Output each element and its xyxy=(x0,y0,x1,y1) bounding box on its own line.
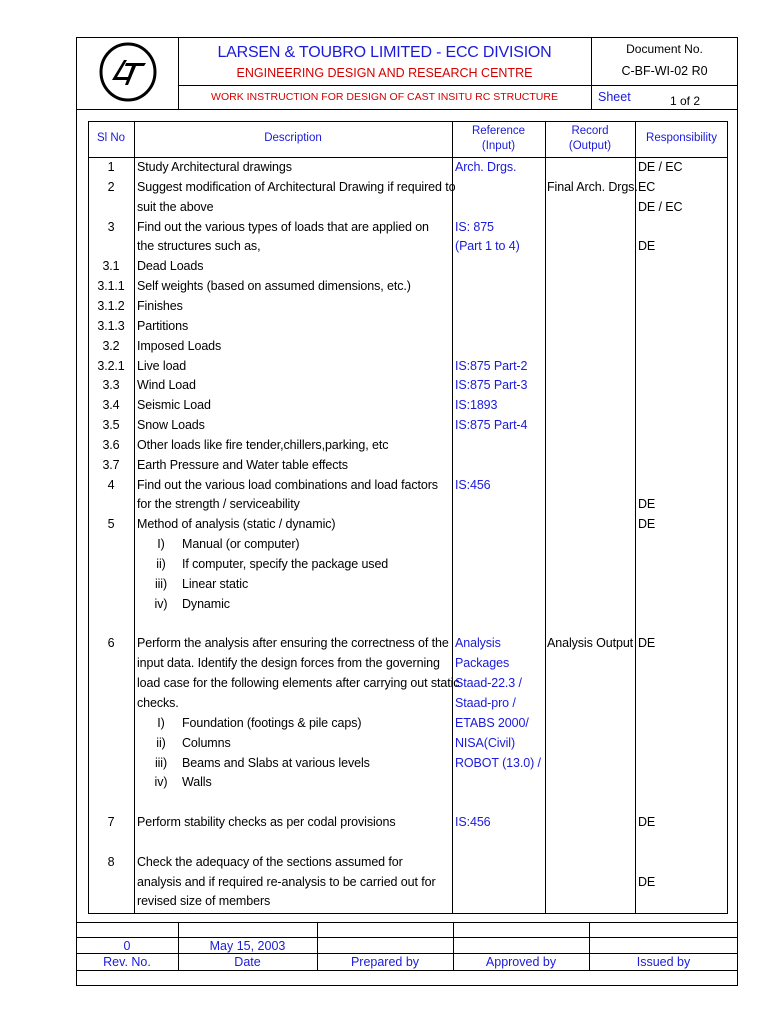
row-responsibility: DE / EC xyxy=(638,199,683,214)
row-description: Walls xyxy=(182,775,212,790)
row-description: Find out the various types of loads that are applied on xyxy=(137,219,429,234)
row-responsibility: DE xyxy=(638,636,656,651)
row-responsibility: DE xyxy=(638,239,656,254)
row-description: Beams and Slabs at various levels xyxy=(182,755,370,770)
sheet-value: 1 of 2 xyxy=(670,94,701,108)
row-description: Columns xyxy=(182,735,231,750)
row-sub-marker: I) xyxy=(157,537,165,552)
row-reference: IS:875 Part-4 xyxy=(455,418,528,433)
footer-prepared-label: Prepared by xyxy=(350,955,420,969)
footer-approved-label: Approved by xyxy=(485,955,557,969)
row-description: input data. Identify the design forces from the governing xyxy=(137,656,440,671)
row-description: Other loads like fire tender,chillers,parking, etc xyxy=(137,437,389,452)
sheet-label: Sheet xyxy=(598,90,631,104)
row-sub-marker: ii) xyxy=(156,557,166,571)
col-divider-rec xyxy=(635,121,636,914)
row-description: Foundation (footings & pile caps) xyxy=(182,715,362,730)
row-description: Partitions xyxy=(137,318,189,333)
row-record: Final Arch. Drgs. xyxy=(547,179,638,194)
row-description: Self weights (based on assumed dimensions, etc.) xyxy=(137,279,411,294)
row-sl-number: 3.7 xyxy=(102,457,120,472)
doc-number: C-BF-WI-02 R0 xyxy=(621,64,708,78)
row-description: Study Architectural drawings xyxy=(137,160,292,174)
row-reference: IS:456 xyxy=(455,477,491,492)
row-responsibility: DE xyxy=(638,517,656,532)
doc-label: Document No. xyxy=(626,42,703,56)
row-description: Check the adequacy of the sections assumed for xyxy=(137,854,403,869)
row-description: checks. xyxy=(137,695,179,710)
row-responsibility: EC xyxy=(638,179,656,194)
row-description: If computer, specify the package used xyxy=(182,557,389,571)
row-description: suit the above xyxy=(137,199,214,214)
row-sl-number: 8 xyxy=(107,854,115,869)
row-reference: Staad-pro / xyxy=(455,695,516,710)
row-responsibility: DE xyxy=(638,815,656,830)
row-sl-number: 3.5 xyxy=(102,418,120,433)
row-responsibility: DE xyxy=(638,874,656,889)
row-description: Wind Load xyxy=(137,378,196,393)
row-description: for the strength / serviceability xyxy=(137,497,300,512)
col-divider-desc xyxy=(452,121,453,914)
row-sub-marker: iii) xyxy=(154,576,168,591)
row-reference: NISA(Civil) xyxy=(455,735,516,750)
row-reference: Staad-22.3 / xyxy=(455,676,522,691)
row-description: Find out the various load combinations and load factors xyxy=(137,477,438,492)
row-description: Dead Loads xyxy=(137,259,204,274)
row-sl-number: 4 xyxy=(107,477,115,492)
col-divider-ref xyxy=(545,121,546,914)
row-sl-number: 5 xyxy=(107,517,115,532)
row-sl-number: 3 xyxy=(107,219,115,234)
row-sub-marker: iii) xyxy=(154,755,168,770)
col-header-rec-line1: Record xyxy=(571,125,609,137)
row-description: load case for the following elements after carrying out static xyxy=(137,676,460,691)
row-sl-number: 6 xyxy=(107,636,115,651)
row-description: Imposed Loads xyxy=(137,338,222,353)
row-description: revised size of members xyxy=(137,894,271,909)
col-header-desc: Description xyxy=(264,132,322,144)
col-header-rec-line2: (Output) xyxy=(568,140,612,152)
row-reference: IS: 875 xyxy=(455,219,494,234)
row-reference: IS:875 Part-2 xyxy=(455,358,528,373)
row-sl-number: 3.1 xyxy=(102,259,120,274)
col-header-sl: Sl No xyxy=(96,132,126,144)
row-sl-number: 2 xyxy=(107,179,115,194)
footer-line-4 xyxy=(76,970,738,971)
row-description: Dynamic xyxy=(182,596,230,611)
col-divider-sl xyxy=(134,121,135,914)
col-header-rec xyxy=(545,124,635,154)
centre-title: ENGINEERING DESIGN AND RESEARCH CENTRE xyxy=(236,66,533,80)
row-description: analysis and if required re-analysis to be carried out for xyxy=(137,874,436,889)
row-description: Snow Loads xyxy=(137,418,205,433)
row-description: the structures such as, xyxy=(137,239,261,254)
header-bottom-line xyxy=(76,109,738,110)
row-sub-marker: ii) xyxy=(156,735,166,750)
row-sub-marker: iv) xyxy=(154,596,168,611)
row-sl-number: 3.1.2 xyxy=(97,298,125,313)
row-sl-number: 3.1.3 xyxy=(97,318,125,333)
row-reference: Packages xyxy=(455,656,510,671)
row-description: Linear static xyxy=(182,576,249,591)
row-description: Method of analysis (static / dynamic) xyxy=(137,517,336,532)
footer-date-label: Date xyxy=(234,955,261,969)
row-responsibility: DE / EC xyxy=(638,160,683,174)
row-sub-marker: I) xyxy=(157,715,165,730)
col-header-ref-line1: Reference xyxy=(471,125,526,137)
row-responsibility: DE xyxy=(638,497,656,512)
row-description: Seismic Load xyxy=(137,398,211,413)
row-sl-number: 1 xyxy=(107,160,115,174)
footer-top-line xyxy=(76,922,738,923)
row-record: Analysis Output xyxy=(547,636,634,651)
row-reference: IS:875 Part-3 xyxy=(455,378,528,393)
footer-issued-label: Issued by xyxy=(636,955,691,969)
row-description: Perform the analysis after ensuring the correctness of the xyxy=(137,636,449,651)
row-reference: Arch. Drgs. xyxy=(455,160,517,174)
row-reference: Analysis xyxy=(455,636,501,651)
row-sub-marker: iv) xyxy=(154,775,168,790)
lt-logo xyxy=(98,41,158,103)
col-header-ref-line2: (Input) xyxy=(481,140,516,152)
row-description: Earth Pressure and Water table effects xyxy=(137,457,348,472)
row-description: Suggest modification of Architectural Drawing if required to xyxy=(137,179,456,194)
row-description: Perform stability checks as per codal provisions xyxy=(137,815,396,830)
company-title: LARSEN & TOUBRO LIMITED - ECC DIVISION xyxy=(217,44,552,61)
row-description: Finishes xyxy=(137,298,183,313)
row-sl-number: 3.2.1 xyxy=(97,358,125,373)
row-reference: (Part 1 to 4) xyxy=(455,239,520,254)
instruction-title: WORK INSTRUCTION FOR DESIGN OF CAST INSITU RC STRUCTURE xyxy=(211,91,558,103)
row-description: Manual (or computer) xyxy=(182,537,300,552)
row-reference: ROBOT (13.0) / xyxy=(455,755,541,770)
row-sl-number: 7 xyxy=(107,815,115,830)
footer-date-value: May 15, 2003 xyxy=(209,939,286,953)
row-sl-number: 3.2 xyxy=(102,338,120,353)
row-description: Live load xyxy=(137,358,187,373)
row-sl-number: 3.1.1 xyxy=(97,279,125,294)
row-sl-number: 3.6 xyxy=(102,437,120,452)
row-sl-number: 3.4 xyxy=(102,398,120,413)
row-reference: IS:1893 xyxy=(455,398,498,413)
row-sl-number: 3.3 xyxy=(102,378,120,393)
col-header-resp: Responsibility xyxy=(646,132,717,144)
footer-rev-label: Rev. No. xyxy=(103,955,151,969)
header-mid-line xyxy=(178,85,738,86)
col-header-ref xyxy=(452,124,545,154)
footer-rev-value: 0 xyxy=(123,939,131,953)
row-reference: IS:456 xyxy=(455,815,491,830)
row-reference: ETABS 2000/ xyxy=(455,715,529,730)
